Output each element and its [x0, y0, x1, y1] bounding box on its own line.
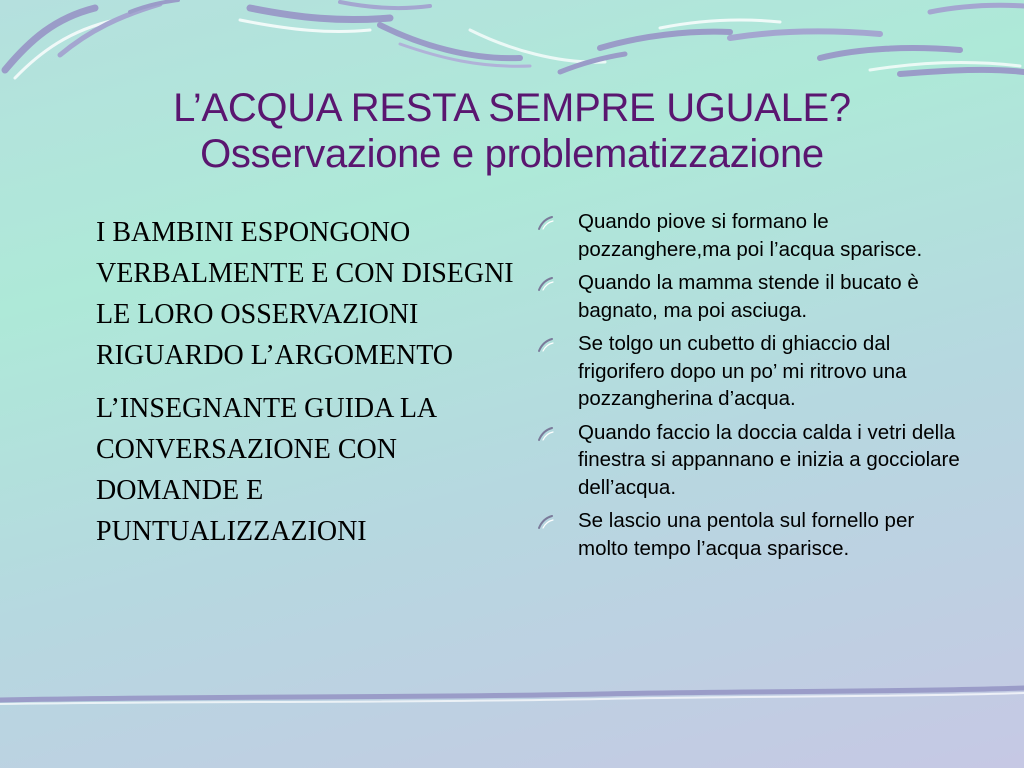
title-line-1: L’ACQUA RESTA SEMPRE UGUALE? [173, 86, 851, 130]
bullet-text: Se lascio una pentola sul fornello per molto tempo l’acqua sparisce. [578, 509, 915, 560]
title-line-2: Osservazione e problematizzazione [200, 132, 824, 176]
bullet-text: Se tolgo un cubetto di ghiaccio dal frigorifero dopo un po’ mi ritrovo una pozzangherina d’acqua. [578, 332, 907, 410]
bullet-item [537, 330, 967, 413]
swirl-bullet-icon [537, 514, 555, 530]
slide-title [0, 85, 1024, 177]
swirl-bullet-icon [537, 337, 555, 353]
bullet-text: Quando faccio la doccia calda i vetri della finestra si appannano e inizia a gocciolare dell’acqua. [578, 420, 960, 499]
bullet-item [537, 208, 967, 263]
right-bullet-column [537, 208, 967, 568]
bullet-text: Quando la mamma stende il bucato è bagnato, ma poi asciuga. [578, 271, 919, 322]
decorative-wave-bottom [0, 684, 1024, 714]
left-text-column [96, 212, 526, 552]
bullet-item [537, 507, 967, 562]
swirl-bullet-icon [537, 215, 555, 231]
left-paragraph-2: L’INSEGNANTE GUIDA LA CONVERSAZIONE CON DOMANDE E PUNTUALIZZAZIONI [96, 393, 436, 547]
bullet-item [537, 269, 967, 324]
decorative-swoosh-top [0, 0, 1024, 84]
bullet-list [537, 208, 967, 562]
bullet-text: Quando piove si formano le pozzanghere,ma poi l’acqua sparisce. [578, 210, 923, 261]
bullet-item [537, 419, 967, 502]
swirl-bullet-icon [537, 426, 555, 442]
swirl-bullet-icon [537, 276, 555, 292]
left-paragraph-1: I BAMBINI ESPONGONO VERBALMENTE E CON DISEGNI LE LORO OSSERVAZIONI RIGUARDO L’ARGOMENTO [96, 217, 514, 371]
